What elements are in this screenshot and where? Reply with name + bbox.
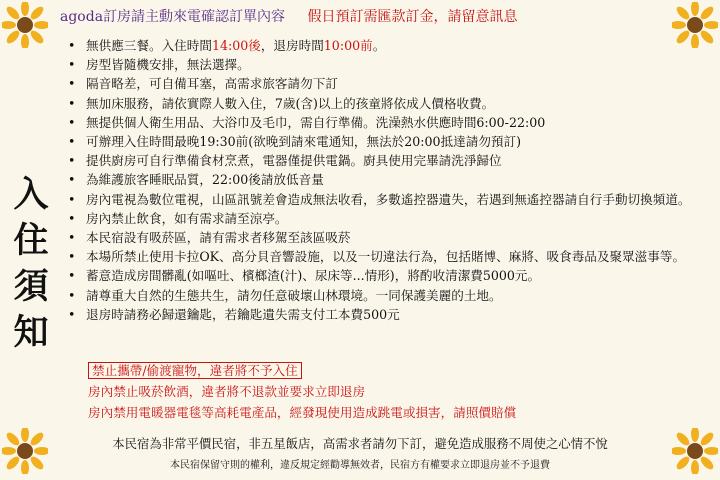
rule-item: • 可辦理入住時間最晚19:30前(欲晚到請來電通知，無法於20:00抵達請勿預訂) bbox=[68, 132, 700, 151]
checkout-time: 10:00前 bbox=[323, 38, 373, 53]
rule-item: • 退房時請務必歸還鑰匙，若鑰匙遺失需支付工本費500元 bbox=[68, 305, 700, 324]
rule-text: 。 bbox=[372, 38, 386, 53]
footer-rights: 本民宿保留守則的權利，違反規定經勸導無效者，民宿方有權要求立即退房並不予退費 bbox=[170, 460, 550, 471]
rule-item: • 無加床服務，請依實際人數入住，7歲(含)以上的孩童將依成人價格收費。 bbox=[68, 94, 700, 113]
side-title-char: 知 bbox=[13, 312, 49, 353]
rule-item: • 房內電視為數位電視，山區訊號差會造成無法收看，多數遙控器遺失，若遇到無遙控器請自行手動切換頻道。 bbox=[68, 190, 700, 209]
rule-item: • 本場所禁止使用卡拉OK、高分貝音響設施，以及一切違法行為，包括賭博、麻將、吸食毒品及聚眾滋事等。 bbox=[68, 247, 700, 266]
rule-item: • 本民宿設有吸菸區，請有需求者移駕至該區吸菸 bbox=[68, 228, 700, 247]
rule-item: • 無提供個人衛生用品、大浴巾及毛巾，需自行準備。洗澡熱水供應時間6:00-22:00 bbox=[68, 113, 700, 132]
rule-item: • 為維護旅客睡眠品質，22:00後請放低音量 bbox=[68, 170, 700, 189]
warning-text: 禁止攜帶/偷渡寵物，違者將不予入住 bbox=[88, 362, 302, 379]
warning-appliances: 房內禁用電暖器電毯等高耗電產品，經發現使用造成跳電或損害，請照價賠償 bbox=[88, 405, 517, 420]
rule-item: • 蓄意造成房間髒亂(如嘔吐、檳榔渣(汁)、尿床等...情形)，將酌收清潔費5000元。 bbox=[68, 266, 700, 285]
side-title-char: 入 bbox=[13, 174, 49, 215]
rule-item: • 請尊重大自然的生態共生，請勿任意破壞山林環境。一同保護美麗的土地。 bbox=[68, 286, 700, 305]
checkin-time: 14:00後 bbox=[211, 38, 261, 53]
warning-pets bbox=[88, 362, 688, 380]
rule-text: 無供應三餐。入住時間 bbox=[86, 38, 212, 53]
footer-note: 本民宿為非常平價民宿，非五星飯店，高需求者請勿下訂，避免造成服務不周使之心情不悅 bbox=[112, 436, 608, 451]
rule-text: ，退房時間 bbox=[260, 38, 324, 53]
header-deposit-note: 假日預訂需匯款訂金，請留意訊息 bbox=[307, 9, 518, 25]
warning-smoking: 房內禁止吸菸飲酒，違者將不退款並要求立即退房 bbox=[88, 384, 366, 399]
side-title-char: 住 bbox=[13, 220, 49, 261]
header-agoda-note: agoda訂房請主動來電確認訂單內容 bbox=[60, 9, 286, 25]
rule-item: • 房型皆隨機安排，無法選擇。 bbox=[68, 55, 700, 74]
rule-item: • 隔音略差，可自備耳塞，高需求旅客請勿下訂 bbox=[68, 74, 700, 93]
sunflower-icon bbox=[2, 2, 48, 48]
rule-item bbox=[68, 36, 700, 55]
rules-list bbox=[68, 36, 700, 324]
header bbox=[60, 6, 670, 30]
rule-item: • 提供廚房可自行準備食材烹煮，電器僅提供電鍋。廚具使用完畢請洗淨歸位 bbox=[68, 151, 700, 170]
rule-item: • 房內禁止飲食，如有需求請至涼亭。 bbox=[68, 209, 700, 228]
side-title-char: 須 bbox=[13, 266, 49, 307]
side-title bbox=[6, 172, 56, 356]
